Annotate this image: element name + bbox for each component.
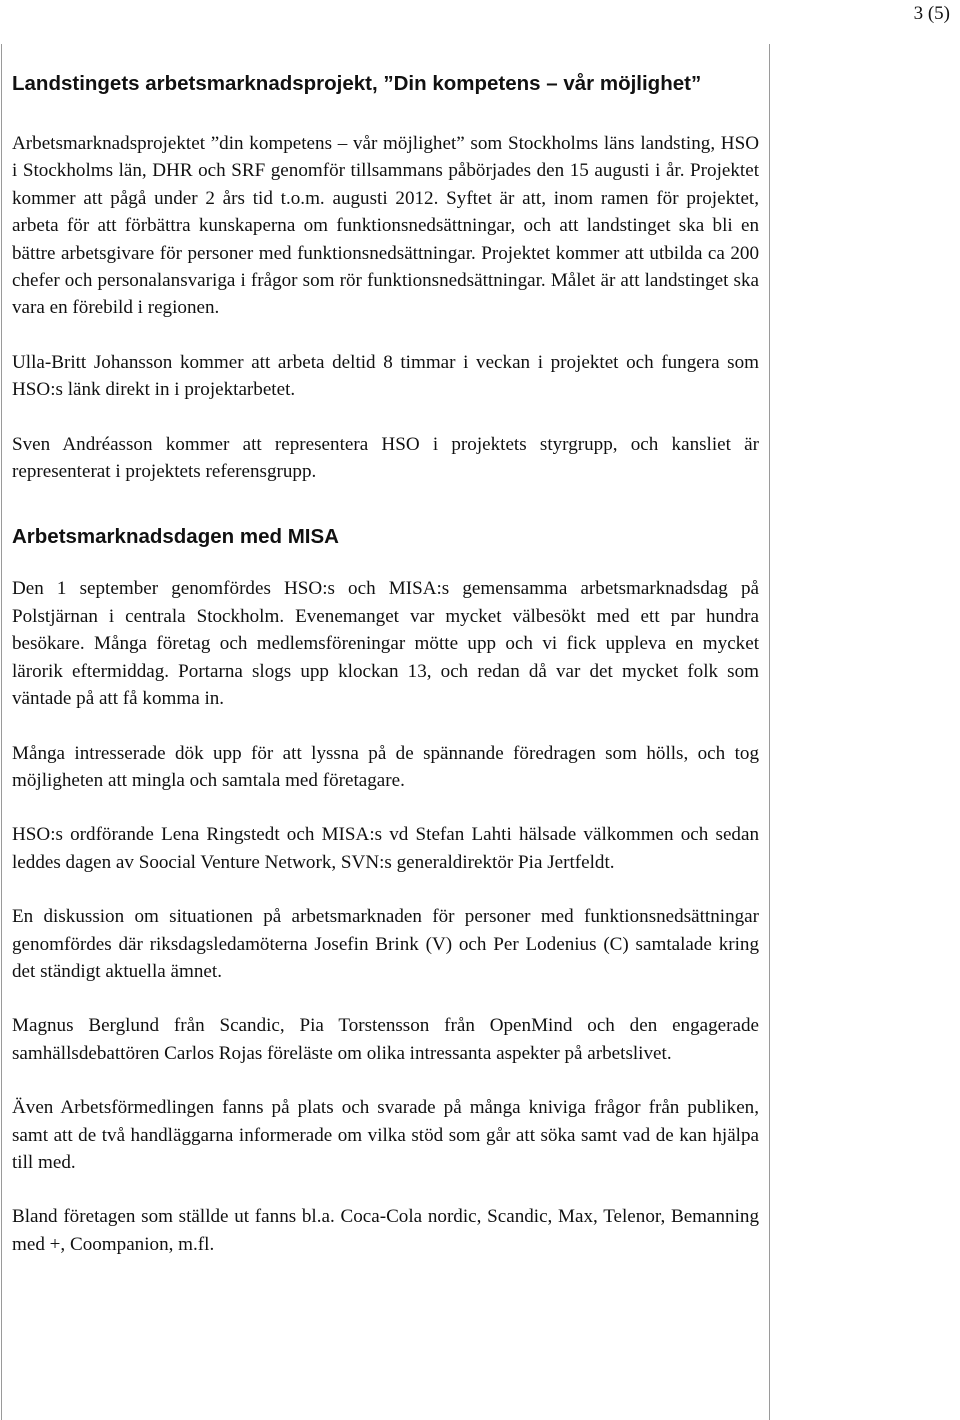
paragraph-misa-intro: Den 1 september genomfördes HSO:s och MISA:s gemensamma arbetsmarknadsdag på Polstjärnan i centrala Stockholm. Evenemanget var mycket välbesökt med ett par hundra besökare. Många företag och medlemsföreningar mötte upp och vi fick uppleva en mycket lärorik eftermiddag. Portarna slogs upp klockan 13, och redan då var det mycket folk som väntade på att få komma in.: [12, 578, 759, 710]
paragraph-sven-andreasson: Sven Andréasson kommer att representera HSO i projektets styrgrupp, och kansliet är representerat i projektets referensgrupp.: [12, 433, 759, 483]
page-number: 3 (5): [913, 3, 950, 24]
paragraph-valkommen: HSO:s ordförande Lena Ringstedt och MISA:s vd Stefan Lahti hälsade välkommen och sedan leddes dagen av Soocial Venture Network, SVN:s generaldirektör Pia Jertfeldt.: [12, 824, 759, 873]
paragraph-diskussion: En diskussion om situationen på arbetsmarknaden för personer med funktionsnedsättningar genomfördes där riksdagsledamöterna Josefin Brink (V) och Per Lodenius (C) samtalade kring det ständigt aktuella ämnet.: [12, 906, 759, 982]
section-heading-misa: Arbetsmarknadsdagen med MISA: [12, 525, 339, 549]
paragraph-project-intro: Arbetsmarknadsprojektet ”din kompetens – vår möjlighet” som Stockholms läns landsting, HSO i Stockholms län, DHR och SRF genomför tillsammans påbörjades den 15 augusti i år. Projektet kommer att pågå under 2 års tid t.o.m. augusti 2012. Syftet är att, inom ramen för projektet, arbeta för att förbättra kunskaperna om funktionsnedsättningar, och att landstinget ska bli en bättre arbetsgivare för personer med funktionsnedsättningar. Projektet kommer att utbilda ca 200 chefer och personalansvariga i frågor som rör funktionsnedsättningar. Målet är att landstinget ska vara en förebild i regionen.: [12, 133, 759, 319]
paragraph-arbetsformedlingen: Även Arbetsförmedlingen fanns på plats och svarade på många kniviga frågor från publiken, samt att de två handläggarna informerade om vilka stöd som går att söka samt vad de kan hjälpa till med.: [12, 1097, 759, 1173]
right-margin-rule: [769, 44, 770, 1420]
left-margin-rule: [1, 44, 2, 1420]
document-body: [12, 70, 759, 1285]
paragraph-utstallare: Bland företagen som ställde ut fanns bl.a. Coca-Cola nordic, Scandic, Max, Telenor, Bemanning med +, Coompanion, m.fl.: [12, 1206, 759, 1255]
paragraph-forelasare: Magnus Berglund från Scandic, Pia Torstensson från OpenMind och den engagerade samhällsdebattören Carlos Rojas föreläste om olika intressanta aspekter på arbetslivet.: [12, 1015, 759, 1064]
paragraph-foredrag: Många intresserade dök upp för att lyssna på de spännande föredragen som hölls, och tog möjligheten att mingla och samtala med företagare.: [12, 742, 759, 791]
section-heading-arbetsmarknadsprojekt: Landstingets arbetsmarknadsprojekt, ”Din kompetens – vår möjlighet”: [12, 72, 702, 95]
paragraph-ulla-britt: Ulla-Britt Johansson kommer att arbeta deltid 8 timmar i veckan i projektet och fungera som HSO:s länk direkt in i projektarbetet.: [12, 351, 759, 401]
